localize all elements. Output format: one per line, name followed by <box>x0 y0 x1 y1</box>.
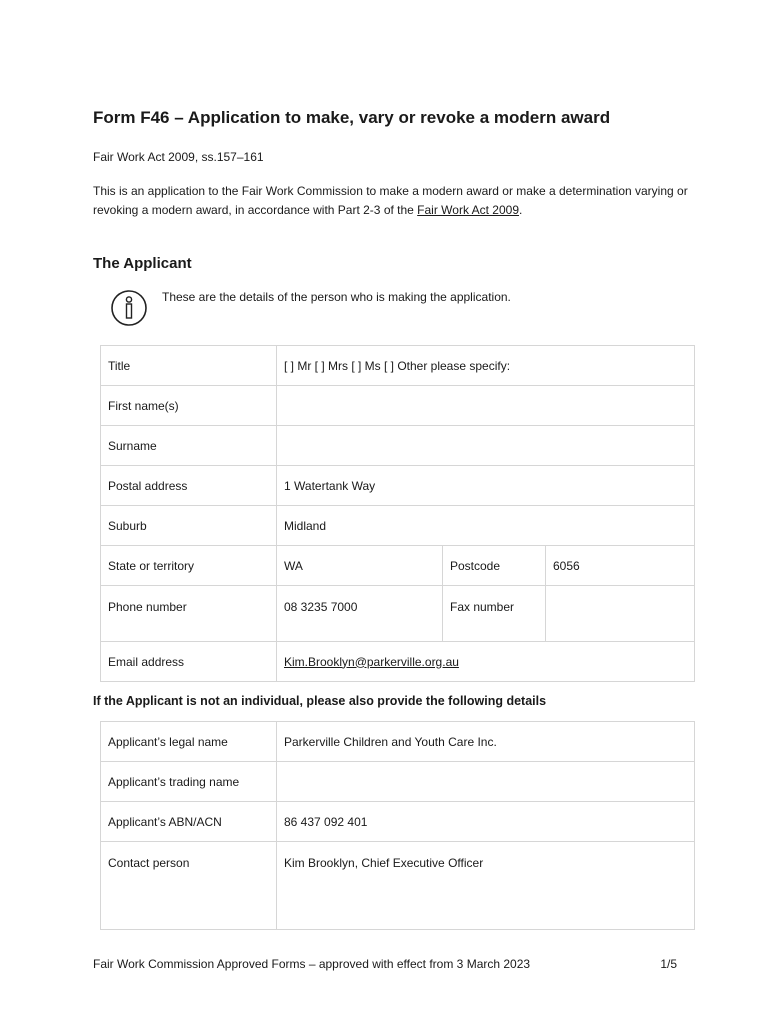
postal-address-label: Postal address <box>101 466 277 506</box>
phone-field[interactable]: 08 3235 7000 <box>277 586 443 642</box>
footer-text: Fair Work Commission Approved Forms – approved with effect from 3 March 2023 <box>93 957 531 971</box>
table-row <box>101 802 695 842</box>
applicant-details-table <box>100 345 695 682</box>
email-link[interactable]: Kim.Brooklyn@parkerville.org.au <box>284 654 459 669</box>
state-field[interactable]: WA <box>277 546 443 586</box>
email-field[interactable] <box>277 642 695 682</box>
fair-work-act-link[interactable]: Fair Work Act 2009 <box>417 203 519 217</box>
surname-label: Surname <box>101 426 277 466</box>
table-row <box>101 546 695 586</box>
page-footer <box>93 957 677 971</box>
table-row <box>101 506 695 546</box>
table-row <box>101 586 695 642</box>
trading-name-label: Applicant’s trading name <box>101 762 277 802</box>
contact-field[interactable]: Kim Brooklyn, Chief Executive Officer <box>277 842 695 930</box>
info-icon <box>110 289 148 327</box>
postcode-label: Postcode <box>443 546 546 586</box>
table-row <box>101 346 695 386</box>
info-note: These are the details of the person who is making the application. <box>162 290 511 304</box>
abn-field[interactable]: 86 437 092 401 <box>277 802 695 842</box>
title-field[interactable]: [ ] Mr [ ] Mrs [ ] Ms [ ] Other please specify: <box>277 346 695 386</box>
trading-name-field[interactable] <box>277 762 695 802</box>
contact-label: Contact person <box>101 842 277 930</box>
intro-text: This is an application to the Fair Work Commission to make a modern award or make a determination varying or revoking a modern award, in accordance with Part 2-3 of the <box>93 184 688 217</box>
legal-name-field[interactable]: Parkerville Children and Youth Care Inc. <box>277 722 695 762</box>
organisation-details-table <box>100 721 695 930</box>
abn-label: Applicant’s ABN/ACN <box>101 802 277 842</box>
legal-name-label: Applicant’s legal name <box>101 722 277 762</box>
fax-field[interactable] <box>546 586 695 642</box>
state-label: State or territory <box>101 546 277 586</box>
organisation-heading: If the Applicant is not an individual, please also provide the following details <box>93 694 547 708</box>
first-name-field[interactable] <box>277 386 695 426</box>
phone-label: Phone number <box>101 586 277 642</box>
suburb-field[interactable]: Midland <box>277 506 695 546</box>
title-label: Title <box>101 346 277 386</box>
page-title: Form F46 – Application to make, vary or revoke a modern award <box>93 108 611 127</box>
act-reference: Fair Work Act 2009, ss.157–161 <box>93 150 264 164</box>
postal-address-field[interactable]: 1 Watertank Way <box>277 466 695 506</box>
table-row <box>101 466 695 506</box>
intro-text-end: . <box>519 203 523 217</box>
table-row <box>101 842 695 930</box>
fax-label: Fax number <box>443 586 546 642</box>
intro-paragraph <box>93 182 693 220</box>
postcode-field[interactable]: 6056 <box>546 546 695 586</box>
email-label: Email address <box>101 642 277 682</box>
applicant-heading: The Applicant <box>93 255 192 272</box>
page-number: 1/5 <box>660 957 677 971</box>
table-row <box>101 722 695 762</box>
table-row <box>101 386 695 426</box>
table-row <box>101 762 695 802</box>
suburb-label: Suburb <box>101 506 277 546</box>
surname-field[interactable] <box>277 426 695 466</box>
table-row <box>101 642 695 682</box>
table-row <box>101 426 695 466</box>
first-name-label: First name(s) <box>101 386 277 426</box>
